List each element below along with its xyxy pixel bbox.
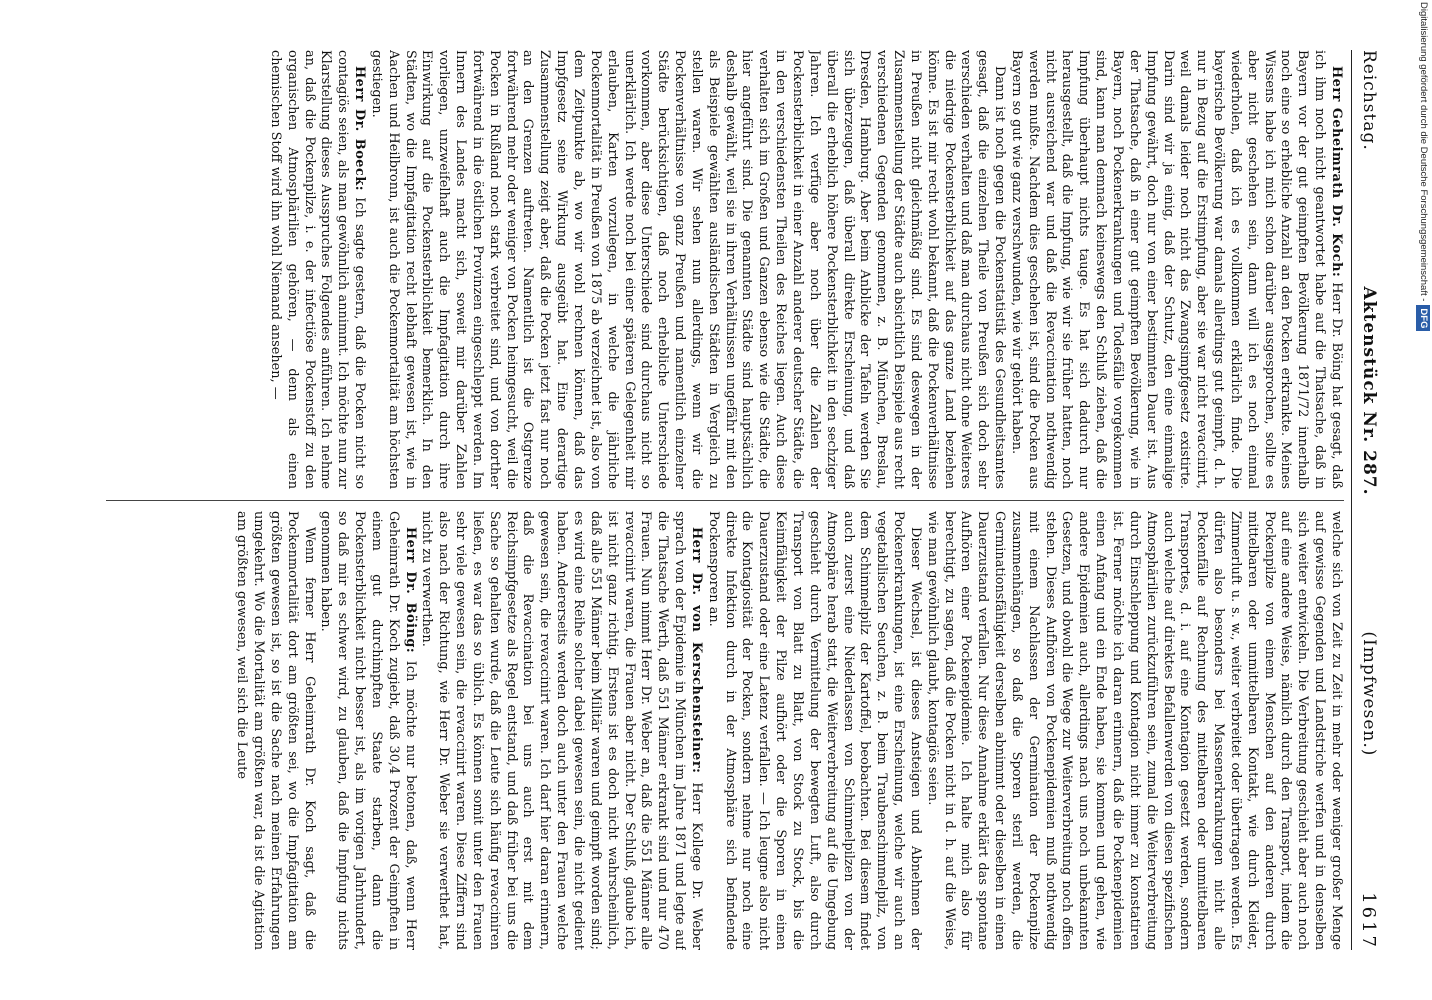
paragraph-text: welche sich von Zeit zu Zeit in mehr oder weniger großer Menge auf gewisse Gegenden und Landstriche werfen und in denselben sich weiter entwickeln. Die Verbreitung geschieht aber auch noch auf eine andere Weise, nämlich durch den Transport, indem die Pockenpilze von einem Menschen auf den anderen durch mittelbaren oder unmittelbaren Kontakt, wie durch Kleider, Zimmerluft u. s. w., weiter verbreitet oder übertragen werden. Es dürfen also besonders bei Massenerkrankungen nicht alle Pockenfälle auf Rechnung des mittelbaren oder unmittelbaren Transportes, d. i. auf eine Kontagion gesetzt werden, sondern auch welche auf direktes Befallenwerden von diesen spezifischen Atmosphärilien zurückzuführen sein, zumal die Weiterverbreitung durch Einschleppung und Kontagion nicht immer zu konstatiren ist. Ferner möchte ich daran erinnern, daß die Pockenepidemien einen Anfang und ein Ende haben, sie kommen und gehen, wie andere Epidemien auch, allerdings nach uns noch unbekannten Gesetzen, und obwohl die Wege zur Weiterverbreitung noch offen stehen. Dieses Aufhören von Pockenepidemien muß nothwendig mit einem Nachlassen der Germination der Pockenpilze zusammenhängen, so daß die Sporen steril werden, die Germinationsfähigkeit derselben abnimmt oder dieselben in einen Dauerzustand verfallen. Nur diese Annahme erklärt das spontane Aufhören einer Pockenepidemie. Ich halte mich also für berechtigt, zu sagen, daß die Pocken nicht in d. h. auf die Weise, wie man gewöhnlich glaubt, kontagiös seien.	[924, 511, 1344, 950]
paragraph	[266, 50, 367, 489]
paragraph	[367, 50, 1007, 489]
header-left: Reichstag.	[1359, 50, 1379, 151]
paragraph-text: Herr Kollege Dr. Weber sprach von der Epidemie in München im Jahre 1871 und legte auf die Thatsache Werth, daß 551 Männer erkrankt sind und nur 470 Frauen. Nun nimmt Herr Dr. Weber an, daß die 551 Männer alle revaccinirt waren, die Frauen aber nicht. Der Schluß, glaube ich, ist nicht ganz richtig. Erstens ist es doch nicht wahrscheinlich, daß alle 551 Männer beim Militär waren und geimpft worden sind; es wird eine Reihe solcher dabei gewesen sein, die nicht gedient haben. Andererseits werden doch auch unter den Frauen welche gewesen sein, die revaccinirt waren. Ich darf hier daran erinnern, daß die Revaccination bei uns auch erst mit dem Reichsimpfgesetze als Regel entstand, und daß früher bei uns die Sache so gehalten wurde, daß die Leute sich häufig revacciniren ließen, es war das so üblich. Es können somit unter den Frauen sehr viele gewesen sein, die revaccinirt waren. Diese Ziffern sind also nach der Richtung, wie Herr Dr. Weber sie verwerthet hat, nicht zu verwerthen.	[419, 511, 704, 950]
page-number: 1617	[1358, 892, 1380, 950]
paragraph	[418, 511, 704, 950]
column-left	[86, 50, 1344, 489]
paragraph	[704, 511, 923, 950]
paragraph-text: Herr Dr. Böing hat gesagt, daß ich ihm noch nicht geantwortet habe auf die Thatsache, daß in Bayern vor der gut geimpften Bevölkerung 1871/72 innerhalb noch eine so erhebliche Anzahl an den Pocken erkrankte. Meines Wissens habe ich mich schon darüber ausgesprochen, sollte es aber nicht geschehen sein, dann will ich es noch einmal wiederholen, daß ich es vollkommen erklärlich finde. Die bayerische Bevölkerung war damals allerdings gut geimpft, d. h. nur in Bezug auf die Erstimpfung, aber sie war nicht revaccinirt, weil damals leider noch nicht das Zwangsimpfgesetz existirte. Darin sind wir ja einig, daß der Schutz, den eine einmalige Impfung gewährt, doch nur von einer bestimmten Dauer ist. Aus der Thatsache, daß in einer gut geimpften Bevölkerung, wie in Bayern, noch Pockenerkrankungen und Todesfälle vorgekommen sind, kann man demnach keineswegs den Schluß ziehen, daß die Impfung überhaupt nichts tauge. Es hat sich dadurch nur herausgestellt, daß die Impfung, wie wir sie früher hatten, noch nicht ausreichend war und daß die Revaccination nothwendig werden mußte. Nachdem dies geschehen ist, sind die Pocken aus Bayern so gut wie ganz verschwunden, wie wir gehört haben.	[1008, 50, 1344, 489]
running-header	[1351, 50, 1386, 950]
paragraph-text: Dieser Wechsel, ist dieses Ansteigen und Abnehmen der Pockenerkrankungen, ist eine Erscheinung, welche wir auch an vegetabilischen Seuchen, z. B. beim Traubenschimmelpilz, von dem Schimmelpilz der Kartoffel, beobachten. Bei diesem findet auch zuerst eine Niederlassen von Schimmelpilzen von der Atmosphäre herab statt, die Weiterverbreitung auf die Umgebung geschieht durch Vermittelung der bewegten Luft, also durch Transport von Blatt zu Blatt, von Stock zu Stock, bis die Keimfähigkeit der Pilze aufhört oder die Sporen in einen Dauerzustand oder eine Latenz verfallen. — Ich leugne also nicht die Kontagiosität der Pocken, sondern nehme nur noch eine direkte Infektion durch in der Atmosphäre sich befindende Pockensporen an.	[705, 511, 923, 950]
digitization-notice	[1416, 0, 1430, 1000]
paragraph-text: Dann ist noch gegen die Pockenstatistik des Gesundheitsamtes gesagt, daß die einzelnen Theile von Preußen sich doch sehr verschieden verhalten und daß man durchaus nicht ohne Weiteres die niedrige Pockensterblichkeit auf das ganze Land beziehen könne. Es ist mir recht wohl bekannt, daß die Pockenverhältnisse in Preußen nicht gleichmäßig sind. Es sind deswegen in der Zusammenstellung der Städte auch absichtlich Beispiele aus recht verschiedenen Gegenden genommen, z. B. München, Breslau, Dresden, Hamburg. Aber beim Anblicke der Tafeln werden Sie sich überzeugen, daß überall direkte Erscheinung, und daß überall die erheblich höhere Pockensterblichkeit in den sechziger Jahren. Ich verfüge aber noch über die Zahlen der Pockensterblichkeit in einer Anzahl anderer deutscher Städte, die in den verschiedensten Theilen des Reiches liegen. Auch diese verhalten sich im Großen und Ganzen ebenso wie die Städte, die hier angeführt sind. Die genannten Städte sind hauptsächlich deshalb gewählt, weil sie in ihren Verhältnissen ungefähr mit den als Beispiele gewählten ausländischen Städten in Vergleich zu stellen waren. Wir sehen nun allerdings, wenn wir die Pockenverhältnisse von ganz Preußen und namentlich einzelner Städte berücksichtigen, daß noch erhebliche Unterschiede vorkommen, aber diese Unterschiede sind durchaus nicht so unerklärlich. Ich werde noch bei einer späteren Gelegenheit mir erlauben, Karten vorzulegen, in welche die jährliche Pockenmortalität in Preußen von 1875 ab verzeichnet ist, also von dem Zeitpunkte ab, wo wir wohl rechnen können, daß das Impfgesetz seine Wirkung ausgeübt hat. Eine derartige Zusammenstellung zeigt aber, daß die Pocken jetzt fast nur noch an den Grenzen auftreten. Namentlich ist die Ostgrenze fortwährend mehr oder weniger von Pocken heimgesucht, weil die Pocken in Rußland noch stark verbreitet sind, und von dorther fortwährend in die östlichen Provinzen eingeschleppt werden. Im Innern des Landes macht sich, soweit mir darüber Zahlen vorliegen, unzweifelhaft auch die Impfagitation durch ihre Einwirkung auf die Pockensterblichkeit bemerklich. In den Städten, wo die Impfagitation recht lebhaft gewesen ist, wie in Aachen und Heilbronn, ist auch die Pockenmortalität am höchsten gestiegen.	[368, 50, 1008, 489]
notice-text: Digitalisierung gefördert durch die Deutsche Forschungsgemeinschaft -	[1418, 2, 1429, 302]
paragraph-text: Wenn ferner Herr Geheimrath Dr. Koch sagt, daß die Pockenmortalität dort am größten sei, wo die Impfagitation am größten gewesen ist, so ist die Sache nach meinen Erfahrungen umgekehrt. Wo die Mortalität am größten war, da ist die Agitation am größten gewesen, weil sich die Leute	[234, 511, 317, 950]
scanned-page	[86, 30, 1386, 970]
speaker-name: Herr Dr. von Kerschensteiner:	[688, 527, 704, 774]
text-columns	[86, 50, 1344, 950]
column-right	[86, 511, 1344, 950]
paragraph-text: Ich sagte gestern, daß die Pocken nicht so contagiös seien, als man gewöhnlich annimmt. Ich möchte nun zur Klarstellung dieses Ausspruches Folgendes anführen. Ich nehme an, daß die Pockenpilze, i. e. der infectiöse Pockenstoff zu den organischen Atmosphärilien gehören, — denn als einen chemischen Stoff wird ihn wohl Niemand ansehen, —	[267, 50, 368, 489]
speaker-name: Herr Dr. Böing:	[402, 527, 418, 654]
dfg-logo: DFG	[1416, 305, 1430, 331]
header-document-number: Aktenstück Nr. 287.	[1359, 286, 1379, 496]
header-topic: (Impfwesen.)	[1359, 631, 1379, 757]
speaker-name: Herr Dr. Boeck:	[352, 66, 368, 192]
paragraph	[1007, 50, 1344, 489]
paragraph	[317, 511, 418, 950]
paragraph	[923, 511, 1344, 950]
paragraph	[232, 511, 316, 950]
speaker-name: Herr Geheimrath Dr. Koch:	[1329, 66, 1344, 278]
paragraph-text: Ich möchte nur betonen, daß, wenn Herr Geheimrath Dr. Koch zugiebt, daß 30,4 Prozent der Geimpften in einem gut durchimpften Staate starben, dann die Pockensterblichkeit nicht besser ist, als im vorigen Jahrhundert, so daß mir es schwer wird, zu glauben, daß die Impfung nichts genommen haben.	[318, 511, 418, 950]
digitization-notice-text	[1416, 2, 1430, 702]
